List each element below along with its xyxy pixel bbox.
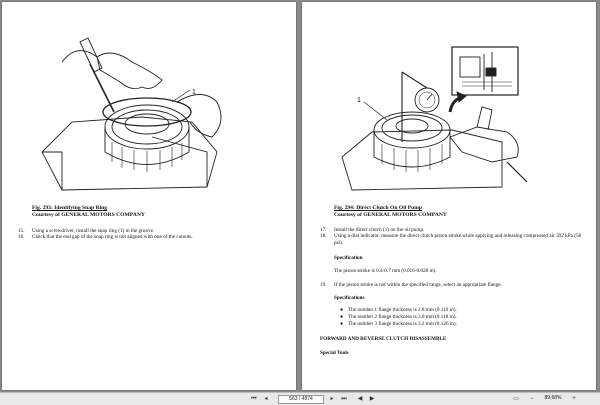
list-item [340, 314, 580, 321]
left-page [2, 2, 296, 390]
figure-number: Fig. 294: Direct Clutch On Oil Pump [334, 205, 422, 211]
step-text: Check that the end gap of the snap ring is not aligned with one of the cutouts. [32, 234, 193, 241]
list-item-text: The number 1 flange thickness is 2.8 mm (0.110 in). [348, 307, 457, 313]
zoom-in-button[interactable] [570, 395, 578, 403]
procedure-steps [18, 228, 280, 241]
prev-view-icon: ◀ [357, 396, 363, 402]
figure-courtesy: Courtesy of GENERAL MOTORS COMPANY [334, 211, 447, 218]
list-item [340, 321, 580, 328]
page-number-input[interactable]: 563 / 4874 [278, 395, 324, 404]
step-item [320, 233, 582, 246]
step-number: 19. [320, 282, 327, 288]
prev-view-button[interactable] [356, 395, 364, 403]
figure-callout-1: 1 [357, 97, 361, 104]
next-page-button[interactable] [328, 395, 336, 403]
procedure-step-19 [320, 282, 582, 288]
procedure-steps [320, 227, 582, 246]
right-page [302, 2, 596, 390]
subsection-heading: Special Tools [320, 350, 349, 356]
spec-heading: Specification [334, 255, 363, 261]
spec-text: The piston stroke is 0.4-0.7 mm (0.016-0.028 in). [334, 268, 437, 274]
direct-clutch-illustration [302, 2, 596, 202]
fit-page-button[interactable] [512, 395, 520, 403]
step-number: 18. [320, 233, 327, 240]
specs-heading: Specifications [334, 295, 365, 301]
first-page-button[interactable] [250, 395, 258, 403]
step-text: Install the direct clutch (1) on the oil pump. [334, 227, 425, 233]
step-item [320, 282, 582, 288]
list-item-text: The number 3 flange thickness is 3.2 mm (0.126 in). [348, 321, 457, 327]
step-text: Using a dial indicator, measure the direct clutch piston stroke while applying and releasing compressed air 392 kPa (58 psi). [334, 233, 582, 246]
figure-number: Fig. 293: Identifying Snap Ring [32, 205, 108, 211]
snap-ring-illustration [2, 2, 296, 202]
step-number: 16. [18, 234, 25, 241]
last-page-icon: ⏭ [341, 396, 347, 402]
step-item [18, 234, 280, 240]
figure-caption [32, 205, 282, 218]
zoom-in-icon: + [572, 396, 576, 402]
next-view-button[interactable] [368, 395, 376, 403]
prev-page-button[interactable] [262, 395, 270, 403]
figure-courtesy: Courtesy of GENERAL MOTORS COMPANY [32, 211, 145, 218]
figure-caption [334, 205, 584, 218]
step-text: If the piston stroke is not within the specified range, select an appropriate flange. [334, 282, 502, 288]
section-heading: FORWARD AND REVERSE CLUTCH DISASSEMBLE [320, 336, 447, 342]
fit-page-icon: ▭ [513, 396, 519, 402]
spec-list [340, 307, 580, 328]
next-view-icon: ▶ [369, 396, 375, 402]
step-number: 17. [320, 227, 327, 233]
bullet-icon: ● [340, 321, 344, 327]
viewer-toolbar [0, 392, 600, 405]
step-text: Using a screwdriver, install the snap ring (1) in the groove. [32, 228, 155, 234]
bullet-icon: ● [340, 314, 344, 320]
zoom-out-button[interactable] [528, 395, 536, 403]
prev-page-icon: ◂ [264, 396, 268, 402]
next-page-icon: ▸ [330, 396, 334, 402]
step-number: 15. [18, 228, 25, 234]
zoom-level[interactable]: 89.68% [544, 395, 562, 401]
list-item [340, 307, 580, 314]
first-page-icon: ⏮ [251, 396, 257, 402]
list-item-text: The number 2 flange thickness is 3.0 mm (0.118 in). [348, 314, 457, 320]
figure-callout-1: 1 [192, 89, 196, 96]
zoom-out-icon: − [530, 396, 534, 402]
bullet-icon: ● [340, 307, 344, 313]
last-page-button[interactable] [340, 395, 348, 403]
